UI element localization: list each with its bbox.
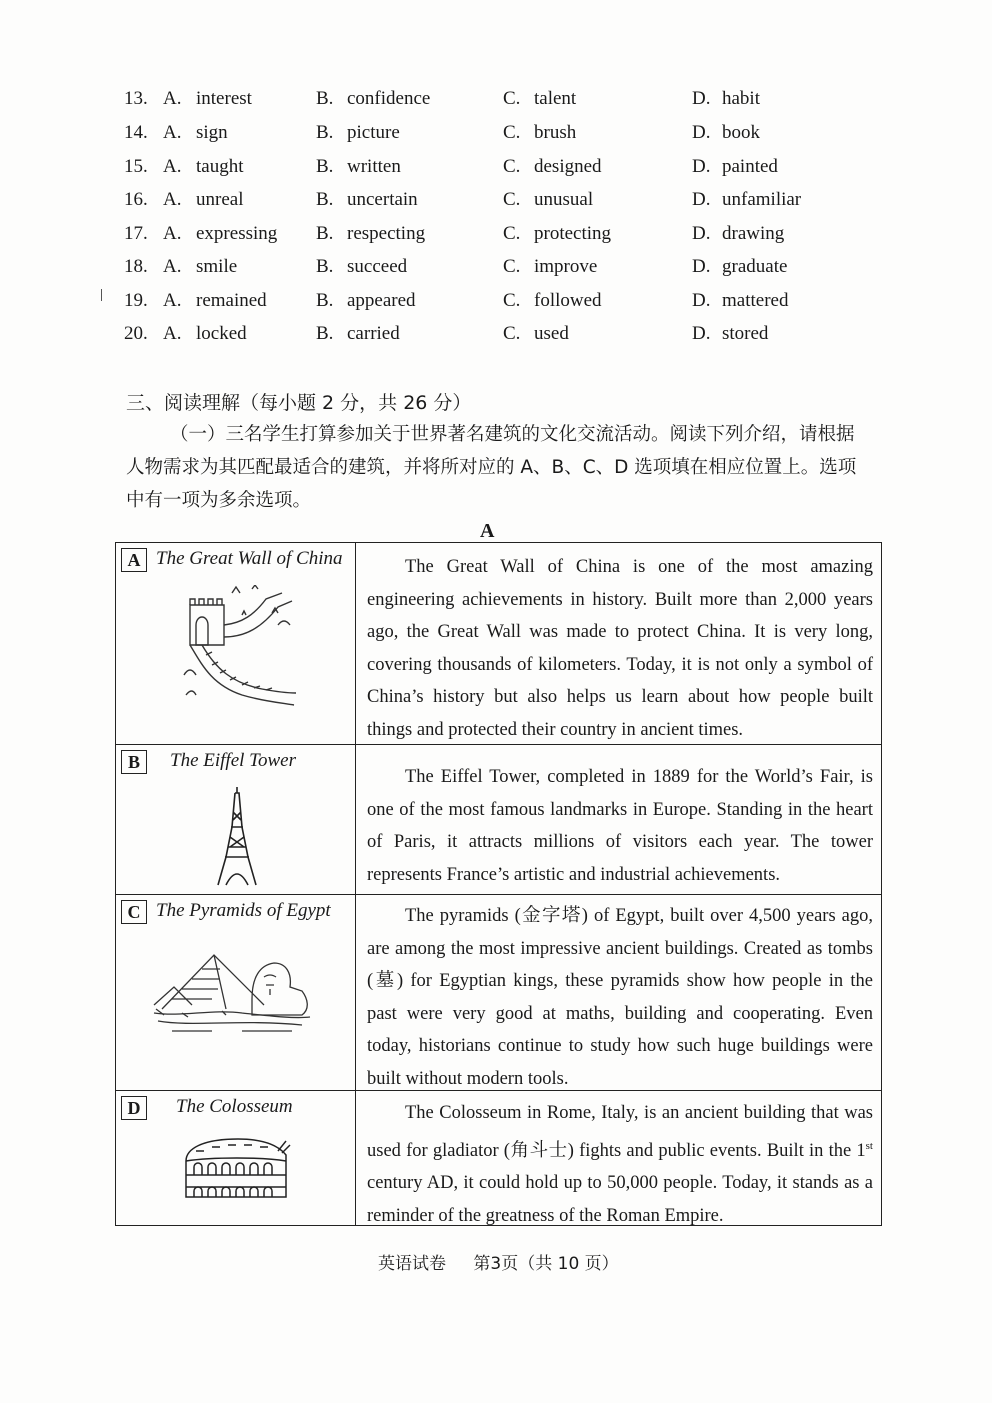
option-text: designed	[534, 156, 602, 177]
buildings-table	[115, 542, 882, 1226]
option-letter: C.	[503, 323, 521, 344]
description-text: The Colosseum in Rome, Italy, is an ancient building that was used for gladiator (角斗士) fights and public events. Built in the 1	[367, 1103, 873, 1161]
building-description	[367, 1097, 873, 1232]
option-letter: B.	[316, 88, 334, 109]
option-text: picture	[347, 122, 400, 143]
section-intro: （一）三名学生打算参加关于世界著名建筑的文化交流活动。阅读下列介绍，请根据人物需求为其匹配最适合的建筑，并将所对应的 A、B、C、D 选项填在相应位置上。选项中有一项为多余选项。	[126, 424, 857, 511]
question-number: 19.	[124, 290, 148, 311]
table-row-b	[116, 744, 881, 894]
table-row-d	[116, 1090, 881, 1225]
option-text: succeed	[347, 256, 408, 277]
option-text: book	[722, 122, 760, 143]
option-letter: D.	[692, 156, 711, 177]
option-letter: D	[121, 1096, 147, 1120]
question-row	[0, 156, 992, 186]
option-letter: D.	[692, 290, 711, 311]
option-text: locked	[196, 323, 247, 344]
question-row	[0, 256, 992, 286]
option-letter: C.	[503, 156, 521, 177]
option-text: smile	[196, 256, 238, 277]
option-letter: A.	[163, 290, 182, 311]
option-letter: A.	[163, 256, 182, 277]
building-description: The Great Wall of China is one of the most amazing engineering achievements in history. Built more than 2,000 years ago, the Great Wall was made to protect China. It is very long, covering thousands of kilometers. Today, it is not only a symbol of China’s history but also helps us learn about how people built things and protected their country in ancient times.	[367, 557, 873, 740]
table-row-a	[116, 543, 881, 744]
option-text: interest	[196, 88, 252, 109]
building-cell	[116, 745, 356, 894]
option-letter: D.	[692, 122, 711, 143]
building-cell	[116, 543, 356, 744]
option-letter: D.	[692, 323, 711, 344]
option-letter: D.	[692, 88, 711, 109]
option-text: protecting	[534, 223, 612, 244]
question-row	[0, 122, 992, 152]
option-letter: A.	[163, 156, 182, 177]
superscript: st	[865, 1139, 873, 1152]
option-letter: A.	[163, 189, 182, 210]
building-description: The Eiffel Tower, completed in 1889 for the World’s Fair, is one of the most famous landmarks in Europe. Standing in the heart of Paris, it attracts millions of visitors each year. The tower represents France’s artistic and industrial achievements.	[367, 767, 873, 885]
option-text: unusual	[534, 189, 594, 210]
option-text: carried	[347, 323, 400, 344]
scan-mark	[101, 289, 102, 301]
option-text: improve	[534, 256, 598, 277]
option-letter: A.	[163, 223, 182, 244]
option-text: unfamiliar	[722, 189, 802, 210]
option-letter: B.	[316, 290, 334, 311]
option-text: uncertain	[347, 189, 418, 210]
option-text: followed	[534, 290, 602, 311]
option-letter: B.	[316, 122, 334, 143]
question-number: 14.	[124, 122, 148, 143]
footer-subject: 英语试卷	[378, 1254, 446, 1274]
option-letter: A	[121, 548, 147, 572]
option-letter: A.	[163, 323, 182, 344]
page-footer	[378, 1249, 641, 1274]
pyramids-icon	[152, 947, 312, 1037]
option-letter: B.	[316, 156, 334, 177]
option-text: brush	[534, 122, 577, 143]
option-letter: B.	[316, 223, 334, 244]
option-letter: C.	[503, 223, 521, 244]
question-number: 18.	[124, 256, 148, 277]
option-letter: C.	[503, 88, 521, 109]
option-letter: C.	[503, 290, 521, 311]
building-name: The Eiffel Tower	[170, 750, 296, 771]
question-row	[0, 290, 992, 320]
colosseum-icon	[182, 1131, 292, 1203]
option-letter: C.	[503, 189, 521, 210]
option-text: habit	[722, 88, 760, 109]
option-text: written	[347, 156, 401, 177]
option-text: expressing	[196, 223, 278, 244]
option-text: graduate	[722, 256, 788, 277]
option-text: talent	[534, 88, 577, 109]
option-text: stored	[722, 323, 769, 344]
question-number: 13.	[124, 88, 148, 109]
option-letter: A.	[163, 122, 182, 143]
option-text: respecting	[347, 223, 426, 244]
question-number: 15.	[124, 156, 148, 177]
question-number: 17.	[124, 223, 148, 244]
option-text: unreal	[196, 189, 244, 210]
option-letter: C.	[503, 122, 521, 143]
option-text: confidence	[347, 88, 431, 109]
option-letter: C	[121, 900, 147, 924]
option-text: sign	[196, 122, 228, 143]
option-text: remained	[196, 290, 267, 311]
question-row	[0, 323, 992, 353]
section-heading: 三、阅读理解（每小题 2 分，共 26 分）	[126, 392, 472, 414]
eiffel-tower-icon	[216, 787, 258, 887]
building-description: The pyramids (金字塔) of Egypt, built over 4,500 years ago, are among the most impressive ancient buildings. Created as tombs (墓) for Egyptian kings, these pyramids show how people in the past were very good at maths, building and cooperating. Even today, historians continue to study how such huge buildings were built without modern tools.	[367, 906, 873, 1089]
option-text: mattered	[722, 290, 789, 311]
option-letter: D.	[692, 223, 711, 244]
option-letter: B.	[316, 323, 334, 344]
footer-page-number: 第3页（共 10 页）	[473, 1254, 619, 1274]
table-row-c	[116, 894, 881, 1090]
question-row	[0, 189, 992, 219]
option-text: painted	[722, 156, 778, 177]
description-text: century AD, it could hold up to 50,000 people. Today, it stands as a reminder of the greatness of the Roman Empire.	[367, 1173, 873, 1226]
question-number: 20.	[124, 323, 148, 344]
question-number: 16.	[124, 189, 148, 210]
building-name: The Pyramids of Egypt	[156, 900, 331, 921]
option-text: used	[534, 323, 569, 344]
great-wall-icon	[182, 585, 298, 713]
question-row	[0, 223, 992, 253]
option-text: appeared	[347, 290, 416, 311]
option-letter: A.	[163, 88, 182, 109]
question-row	[0, 88, 992, 118]
option-letter: B.	[316, 189, 334, 210]
option-letter: B.	[316, 256, 334, 277]
option-letter: D.	[692, 189, 711, 210]
passage-label: A	[480, 520, 495, 542]
option-letter: D.	[692, 256, 711, 277]
option-text: drawing	[722, 223, 785, 244]
building-name: The Great Wall of China	[156, 548, 343, 569]
building-name: The Colosseum	[176, 1096, 293, 1117]
option-letter: C.	[503, 256, 521, 277]
option-text: taught	[196, 156, 244, 177]
option-letter: B	[121, 750, 147, 774]
building-cell	[116, 1091, 356, 1225]
building-cell	[116, 895, 356, 1090]
